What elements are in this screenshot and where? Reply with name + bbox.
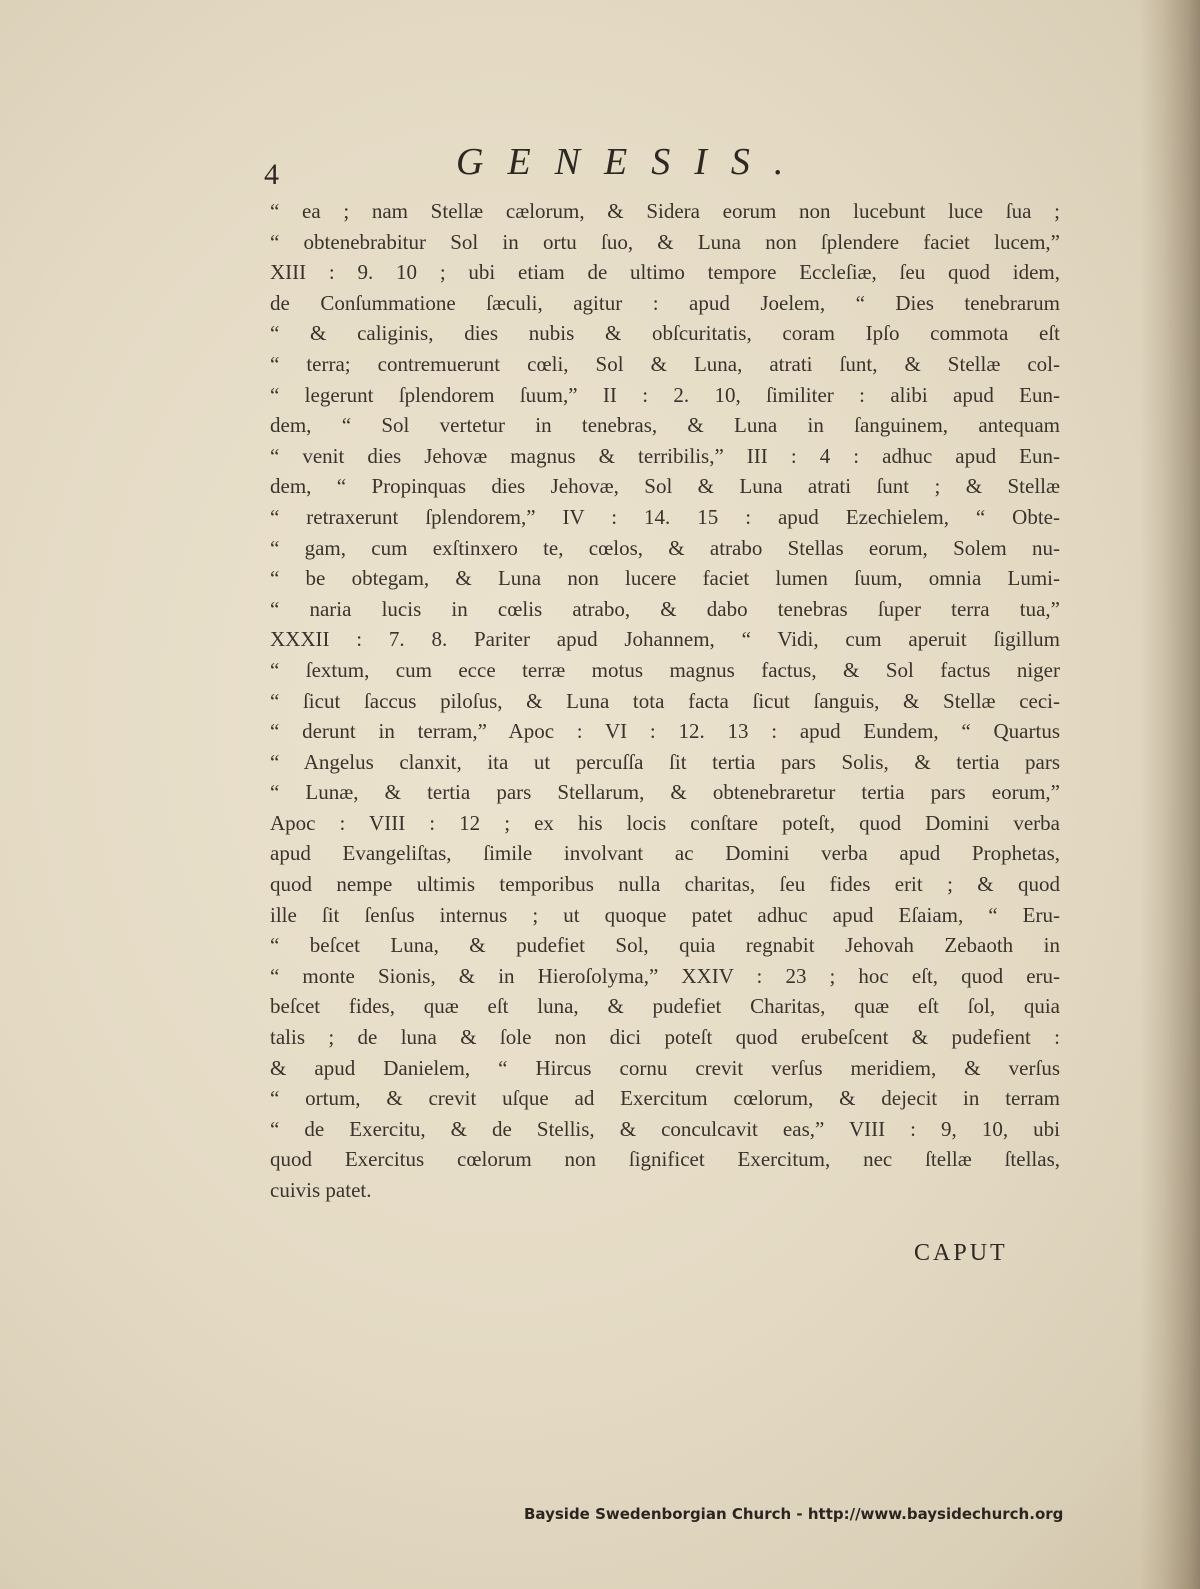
watermark-credit: Bayside Swedenborgian Church - http://www.baysidechurch.org (524, 1505, 1064, 1523)
page-header (258, 140, 1058, 190)
text-line: “ retraxerunt ſplendorem,” IV : 14. 15 : apud Ezechielem, “ Obte- (270, 504, 1060, 529)
page-number: 4 (264, 158, 279, 191)
text-line: “ Angelus clanxit, ita ut percuſſa ſit tertia pars Solis, & tertia pars (270, 749, 1060, 774)
text-line: “ ea ; nam Stellæ cælorum, & Sidera eorum non lucebunt luce ſua ; (270, 199, 1060, 223)
text-line: “ monte Sionis, & in Hieroſolyma,” XXIV : 23 ; hoc eſt, quod eru- (270, 963, 1060, 988)
page-gutter-shadow (1140, 0, 1200, 1589)
text-line: quod Exercitus cœlorum non ſignificet Exercitum, nec ſtellæ ſtellas, (270, 1147, 1060, 1172)
text-line: Apoc : VIII : 12 ; ex his locis conſtare poteſt, quod Domini verba (270, 810, 1060, 835)
text-line: ille ſit ſenſus internus ; ut quoque patet adhuc apud Eſaiam, “ Eru- (270, 902, 1060, 927)
text-line: talis ; de luna & ſole non dici poteſt quod erubeſcent & pudefient : (270, 1025, 1060, 1050)
text-line: “ beſcet Luna, & pudefiet Sol, quia regnabit Jehovah Zebaoth in (270, 933, 1060, 958)
text-line: “ gam, cum exſtinxero te, cœlos, & atrabo Stellas eorum, Solem nu- (270, 535, 1060, 560)
text-line: “ ſicut ſaccus piloſus, & Luna tota facta ſicut ſanguis, & Stellæ ceci- (270, 688, 1060, 713)
text-line: “ legerunt ſplendorem ſuum,” II : 2. 10, ſimiliter : alibi apud Eun- (270, 382, 1060, 407)
text-line: dem, “ Propinquas dies Jehovæ, Sol & Luna atrati ſunt ; & Stellæ (270, 474, 1060, 499)
text-line: “ naria lucis in cœlis atrabo, & dabo tenebras ſuper terra tua,” (270, 596, 1060, 621)
text-line: “ be obtegam, & Luna non lucere faciet lumen ſuum, omnia Lumi- (270, 566, 1060, 591)
text-line: “ ſextum, cum ecce terræ motus magnus factus, & Sol factus niger (270, 657, 1060, 682)
text-line: cuivis patet. (270, 1178, 372, 1202)
catchword: CAPUT (914, 1240, 1008, 1266)
text-line: de Conſummatione ſæculi, agitur : apud Joelem, “ Dies tenebrarum (270, 290, 1060, 315)
text-line: & apud Danielem, “ Hircus cornu crevit verſus meridiem, & verſus (270, 1055, 1060, 1080)
text-line: apud Evangeliſtas, ſimile involvant ac Domini verba apud Prophetas, (270, 841, 1060, 866)
text-line: “ Lunæ, & tertia pars Stellarum, & obtenebraretur tertia pars eorum,” (270, 780, 1060, 805)
text-line: “ obtenebrabitur Sol in ortu ſuo, & Luna non ſplendere faciet lucem,” (270, 229, 1060, 254)
text-line: “ terra; contremuerunt cœli, Sol & Luna, atrati ſunt, & Stellæ col- (270, 351, 1060, 376)
text-line: “ venit dies Jehovæ magnus & terribilis,” III : 4 : adhuc apud Eun- (270, 443, 1060, 468)
text-line: XXXII : 7. 8. Pariter apud Johannem, “ Vidi, cum aperuit ſigillum (270, 627, 1060, 652)
text-line: “ ortum, & crevit uſque ad Exercitum cœlorum, & dejecit in terram (270, 1086, 1060, 1111)
text-line: XIII : 9. 10 ; ubi etiam de ultimo tempore Eccleſiæ, ſeu quod idem, (270, 260, 1060, 285)
text-line: “ derunt in terram,” Apoc : VI : 12. 13 : apud Eundem, “ Quartus (270, 719, 1060, 744)
body-text (270, 196, 1060, 1206)
text-line: dem, “ Sol vertetur in tenebras, & Luna in ſanguinem, antequam (270, 413, 1060, 438)
text-line: quod nempe ultimis temporibus nulla charitas, ſeu fides erit ; & quod (270, 872, 1060, 897)
running-head: GENESIS. (456, 141, 808, 183)
text-line: beſcet fides, quæ eſt luna, & pudefiet Charitas, quæ eſt ſol, quia (270, 994, 1060, 1019)
text-line: “ & caliginis, dies nubis & obſcuritatis, coram Ipſo commota eſt (270, 321, 1060, 346)
text-line: “ de Exercitu, & de Stellis, & conculcavit eas,” VIII : 9, 10, ubi (270, 1116, 1060, 1141)
